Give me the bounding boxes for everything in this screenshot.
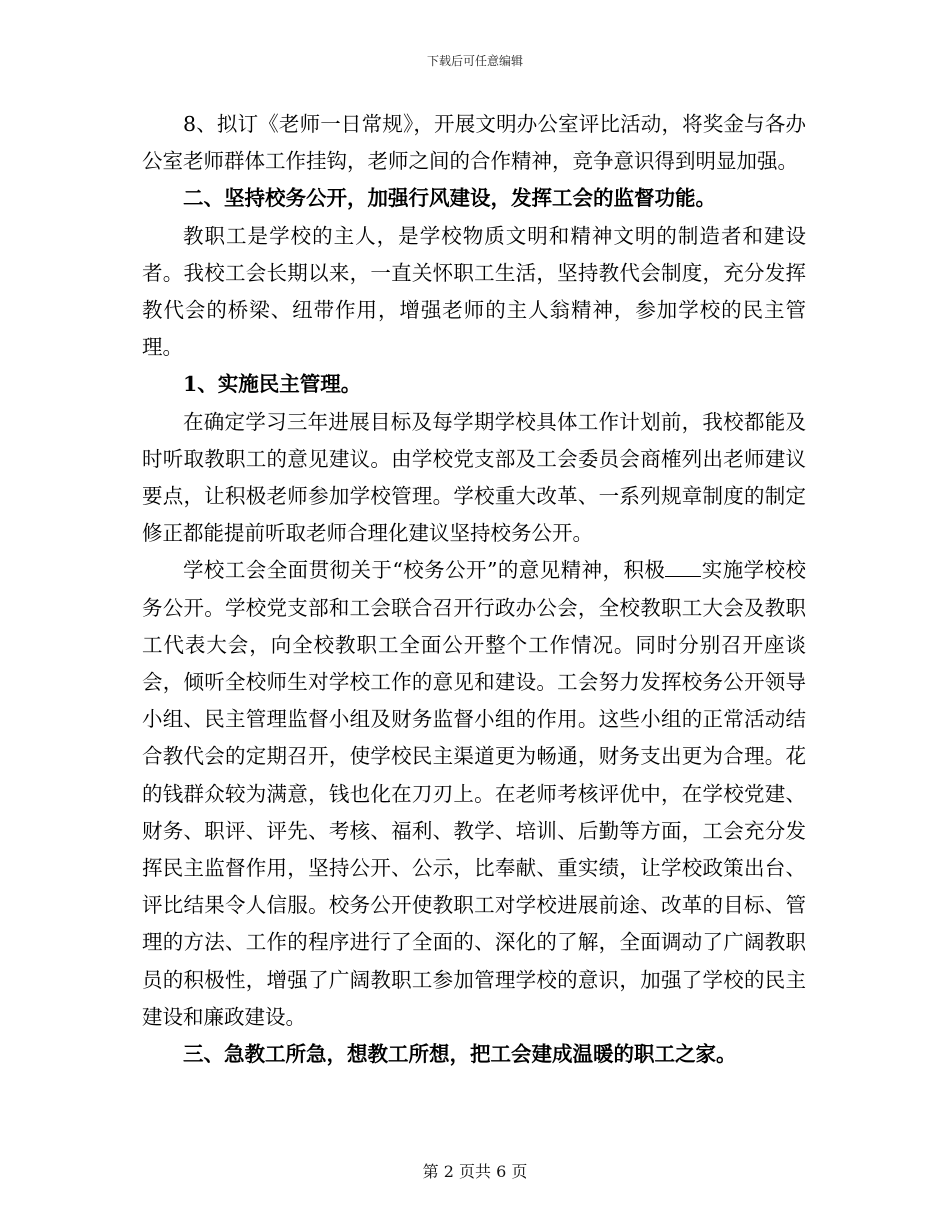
paragraph-item-8: 8、拟订《老师一日常规》，开展文明办公室评比活动，将奖金与各办公室老师群体工作挂钩，老师之间的合作精神，竞争意识得到明显加强。 [142,112,806,174]
paragraph-staff-owners: 教职工是学校的主人，是学校物质文明和精神文明的制造者和建设者。我校工会长期以来，一直关怀职工生活，坚持教代会制度，充分发挥教代会的桥梁、纽带作用，增强老师的主人翁精神，参加学校的民主管理。 [142,223,806,360]
paragraph-democratic-management: 在确定学习三年进展目标及每学期学校具体工作计划前，我校都能及时听取教职工的意见建议。由学校党支部及工会委员会商榷列出老师建议要点，让积极老师参加学校管理。学校重大改革、一系列规章制度的制定修正都能提前听取老师合理化建议坚持校务公开。 [142,409,806,546]
paragraph-open-affairs-rest: 实施学校校务公开。学校党支部和工会联合召开行政办公会，全校教职工大会及教职工代表大会，向全校教职工全面公开整个工作情况。同时分别召开座谈会，倾听全校师生对学校工作的意见和建设。工会努力发挥校务公开领导小组、民主管理监督小组及财务监督小组的作用。这些小组的正常活动结合教代会的定期召开，使学校民主渠道更为畅通，财务支出更为合理。花的钱群众较为满意，钱也化在刀刃上。在老师考核评优中，在学校党建、财务、职评、评先、考核、福利、教学、培训、后勤等方面，工会充分发挥民主监督作用，坚持公开、公示，比奉献、重实绩，让学校政策出台、评比结果令人信服。校务公开使教职工对学校进展前途、改革的目标、管理的方法、工作的程序进行了全面的、深化的了解，全面调动了广阔教职员的积极性，增强了广阔教职工参加管理学校的意识，加强了学校的民主建设和廉政建设。 [142,558,807,1029]
section-heading-3: 三、急教工所急，想教工所想，把工会建成温暖的职工之家。 [183,1042,737,1067]
subsection-heading-1: 1、实施民主管理。 [183,372,362,397]
paragraph-open-affairs [142,552,806,1036]
paragraph-open-affairs-start: 学校工会全面贯彻关于“校务公开”的意见精神，积极 [183,558,666,583]
section-heading-2: 二、坚持校务公开，加强行风建设，发挥工会的监督功能。 [183,186,716,211]
page-footer: 第 2 页共 6 页 [422,1162,528,1181]
page-header: 下载后可任意编辑 [426,54,523,68]
fill-in-blank [665,558,701,577]
document-body [142,106,806,1073]
